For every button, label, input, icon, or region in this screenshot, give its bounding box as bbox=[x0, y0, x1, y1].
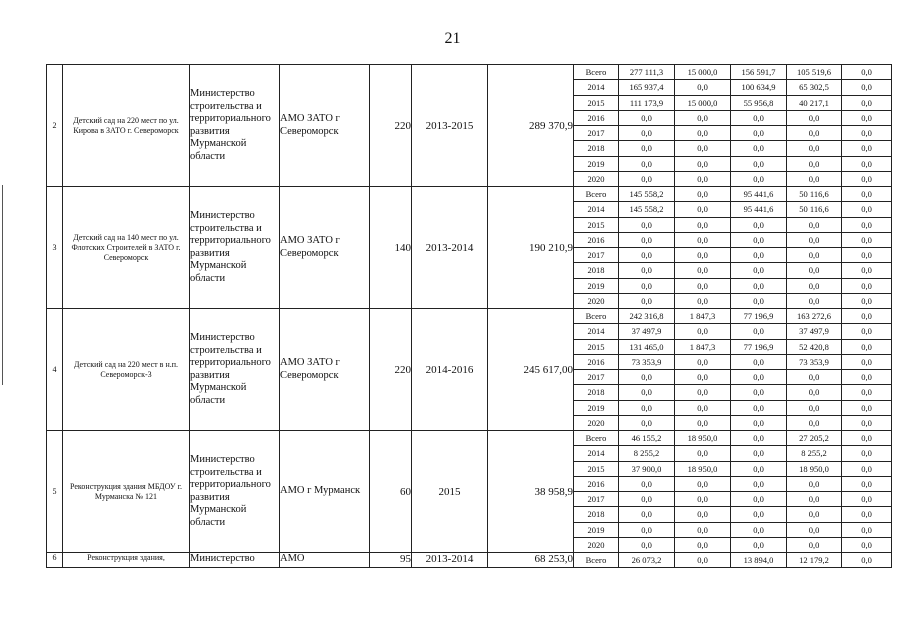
year-label: 2015 bbox=[574, 95, 619, 110]
funding-value: 0,0 bbox=[619, 248, 675, 263]
funding-value: 0,0 bbox=[842, 370, 892, 385]
funding-value: 0,0 bbox=[619, 293, 675, 308]
program-table bbox=[46, 64, 892, 568]
year-label: 2014 bbox=[574, 80, 619, 95]
funding-value: 26 073,2 bbox=[619, 553, 675, 568]
funding-value: 0,0 bbox=[619, 171, 675, 186]
funding-value: 100 634,9 bbox=[731, 80, 787, 95]
year-label: 2019 bbox=[574, 400, 619, 415]
year-label: Всего bbox=[574, 309, 619, 324]
funding-value: 46 155,2 bbox=[619, 431, 675, 446]
funding-value: 55 956,8 bbox=[731, 95, 787, 110]
table-row bbox=[47, 187, 892, 202]
year-label: 2017 bbox=[574, 492, 619, 507]
funding-value: 0,0 bbox=[731, 263, 787, 278]
funding-value: 242 316,8 bbox=[619, 309, 675, 324]
funding-value: 1 847,3 bbox=[675, 339, 731, 354]
funding-value: 0,0 bbox=[787, 141, 842, 156]
funding-value: 0,0 bbox=[675, 400, 731, 415]
funding-value: 0,0 bbox=[619, 537, 675, 552]
funding-value: 0,0 bbox=[619, 522, 675, 537]
year-label: 2015 bbox=[574, 339, 619, 354]
funding-value: 18 950,0 bbox=[675, 461, 731, 476]
funding-value: 0,0 bbox=[619, 278, 675, 293]
funding-value: 0,0 bbox=[619, 232, 675, 247]
funding-value: 0,0 bbox=[619, 141, 675, 156]
year-label: 2017 bbox=[574, 370, 619, 385]
year-label: 2016 bbox=[574, 232, 619, 247]
year-label: Всего bbox=[574, 431, 619, 446]
funding-value: 0,0 bbox=[619, 415, 675, 430]
funding-value: 77 196,9 bbox=[731, 339, 787, 354]
construction-period: 2015 bbox=[412, 431, 488, 553]
funding-value: 37 497,9 bbox=[619, 324, 675, 339]
page-number: 21 bbox=[444, 30, 461, 47]
funding-value: 0,0 bbox=[731, 232, 787, 247]
funding-value: 0,0 bbox=[619, 126, 675, 141]
funding-value: 0,0 bbox=[842, 309, 892, 324]
funding-value: 0,0 bbox=[842, 293, 892, 308]
construction-period: 2013-2014 bbox=[412, 553, 488, 568]
year-label: 2014 bbox=[574, 446, 619, 461]
funding-value: 37 497,9 bbox=[787, 324, 842, 339]
funding-value: 0,0 bbox=[619, 217, 675, 232]
funding-value: 0,0 bbox=[731, 522, 787, 537]
year-label: 2015 bbox=[574, 461, 619, 476]
year-label: 2016 bbox=[574, 354, 619, 369]
funding-value: 156 591,7 bbox=[731, 65, 787, 80]
funding-value: 0,0 bbox=[842, 232, 892, 247]
row-number: 4 bbox=[47, 309, 63, 431]
funding-value: 0,0 bbox=[731, 278, 787, 293]
funding-value: 0,0 bbox=[842, 324, 892, 339]
funding-value: 0,0 bbox=[675, 263, 731, 278]
funding-value: 145 558,2 bbox=[619, 187, 675, 202]
funding-value: 0,0 bbox=[675, 110, 731, 125]
year-label: 2015 bbox=[574, 217, 619, 232]
year-label: 2020 bbox=[574, 171, 619, 186]
funding-value: 0,0 bbox=[675, 80, 731, 95]
funding-value: 1 847,3 bbox=[675, 309, 731, 324]
funding-value: 0,0 bbox=[842, 507, 892, 522]
funding-value: 13 894,0 bbox=[731, 553, 787, 568]
capacity: 60 bbox=[370, 431, 412, 553]
responsible-executor: Министерство строительства и территориального развития Мурманской области bbox=[190, 431, 280, 553]
funding-value: 73 353,9 bbox=[787, 354, 842, 369]
funding-value: 0,0 bbox=[731, 354, 787, 369]
funding-value: 0,0 bbox=[731, 415, 787, 430]
year-label: 2018 bbox=[574, 385, 619, 400]
funding-value: 77 196,9 bbox=[731, 309, 787, 324]
funding-value: 0,0 bbox=[842, 263, 892, 278]
funding-value: 0,0 bbox=[619, 156, 675, 171]
funding-value: 0,0 bbox=[842, 537, 892, 552]
funding-value: 0,0 bbox=[842, 431, 892, 446]
funding-value: 0,0 bbox=[731, 385, 787, 400]
year-label: 2017 bbox=[574, 248, 619, 263]
funding-value: 0,0 bbox=[619, 492, 675, 507]
funding-value: 0,0 bbox=[842, 65, 892, 80]
funding-value: 165 937,4 bbox=[619, 80, 675, 95]
year-label: 2019 bbox=[574, 522, 619, 537]
funding-value: 0,0 bbox=[842, 95, 892, 110]
year-label: 2016 bbox=[574, 476, 619, 491]
funding-value: 0,0 bbox=[731, 110, 787, 125]
funding-value: 95 441,6 bbox=[731, 202, 787, 217]
funding-value: 65 302,5 bbox=[787, 80, 842, 95]
estimated-cost: 38 958,9 bbox=[488, 431, 574, 553]
funding-value: 27 205,2 bbox=[787, 431, 842, 446]
year-label: 2014 bbox=[574, 202, 619, 217]
year-label: 2018 bbox=[574, 141, 619, 156]
funding-value: 52 420,8 bbox=[787, 339, 842, 354]
funding-value: 0,0 bbox=[842, 476, 892, 491]
funding-value: 0,0 bbox=[731, 431, 787, 446]
funding-value: 0,0 bbox=[675, 522, 731, 537]
funding-value: 95 441,6 bbox=[731, 187, 787, 202]
funding-value: 0,0 bbox=[842, 461, 892, 476]
funding-value: 0,0 bbox=[731, 370, 787, 385]
funding-value: 0,0 bbox=[675, 248, 731, 263]
object-name: Реконструкция здания, bbox=[63, 553, 190, 568]
year-label: Всего bbox=[574, 65, 619, 80]
funding-value: 0,0 bbox=[731, 537, 787, 552]
row-number: 2 bbox=[47, 65, 63, 187]
customer: АМО bbox=[280, 553, 370, 568]
estimated-cost: 68 253,0 bbox=[488, 553, 574, 568]
row-number: 5 bbox=[47, 431, 63, 553]
funding-value: 0,0 bbox=[731, 507, 787, 522]
capacity: 220 bbox=[370, 65, 412, 187]
funding-value: 0,0 bbox=[675, 476, 731, 491]
funding-value: 0,0 bbox=[787, 156, 842, 171]
funding-value: 40 217,1 bbox=[787, 95, 842, 110]
funding-value: 0,0 bbox=[787, 522, 842, 537]
funding-value: 0,0 bbox=[842, 278, 892, 293]
funding-value: 0,0 bbox=[731, 126, 787, 141]
funding-value: 0,0 bbox=[787, 278, 842, 293]
funding-value: 0,0 bbox=[675, 537, 731, 552]
year-label: 2020 bbox=[574, 293, 619, 308]
estimated-cost: 289 370,9 bbox=[488, 65, 574, 187]
funding-value: 0,0 bbox=[842, 553, 892, 568]
funding-value: 0,0 bbox=[842, 339, 892, 354]
funding-value: 0,0 bbox=[675, 415, 731, 430]
capacity: 220 bbox=[370, 309, 412, 431]
funding-value: 50 116,6 bbox=[787, 187, 842, 202]
funding-value: 0,0 bbox=[675, 507, 731, 522]
funding-value: 0,0 bbox=[675, 370, 731, 385]
funding-value: 0,0 bbox=[675, 278, 731, 293]
funding-value: 0,0 bbox=[675, 293, 731, 308]
funding-value: 0,0 bbox=[731, 293, 787, 308]
funding-value: 0,0 bbox=[675, 354, 731, 369]
year-label: 2019 bbox=[574, 278, 619, 293]
funding-value: 8 255,2 bbox=[787, 446, 842, 461]
year-label: 2014 bbox=[574, 324, 619, 339]
funding-value: 12 179,2 bbox=[787, 553, 842, 568]
funding-value: 0,0 bbox=[787, 126, 842, 141]
year-label: 2017 bbox=[574, 126, 619, 141]
funding-value: 37 900,0 bbox=[619, 461, 675, 476]
funding-value: 0,0 bbox=[787, 476, 842, 491]
funding-value: 0,0 bbox=[619, 507, 675, 522]
funding-value: 111 173,9 bbox=[619, 95, 675, 110]
funding-value: 131 465,0 bbox=[619, 339, 675, 354]
funding-value: 0,0 bbox=[675, 492, 731, 507]
funding-value: 0,0 bbox=[787, 110, 842, 125]
funding-value: 105 519,6 bbox=[787, 65, 842, 80]
funding-value: 145 558,2 bbox=[619, 202, 675, 217]
funding-value: 0,0 bbox=[842, 187, 892, 202]
funding-value: 0,0 bbox=[842, 126, 892, 141]
construction-period: 2013-2015 bbox=[412, 65, 488, 187]
year-label: Всего bbox=[574, 553, 619, 568]
year-label: 2016 bbox=[574, 110, 619, 125]
funding-value: 0,0 bbox=[619, 263, 675, 278]
year-label: 2018 bbox=[574, 507, 619, 522]
funding-value: 0,0 bbox=[731, 324, 787, 339]
funding-value: 0,0 bbox=[842, 415, 892, 430]
construction-period: 2013-2014 bbox=[412, 187, 488, 309]
funding-value: 73 353,9 bbox=[619, 354, 675, 369]
responsible-executor: Министерство строительства и территориального развития Мурманской области bbox=[190, 187, 280, 309]
table-row bbox=[47, 431, 892, 446]
object-name: Детский сад на 140 мест по ул. Флотских Строителей в ЗАТО г. Североморск bbox=[63, 187, 190, 309]
funding-value: 0,0 bbox=[842, 156, 892, 171]
funding-value: 163 272,6 bbox=[787, 309, 842, 324]
funding-value: 0,0 bbox=[842, 385, 892, 400]
funding-value: 0,0 bbox=[842, 141, 892, 156]
funding-value: 0,0 bbox=[619, 370, 675, 385]
construction-period: 2014-2016 bbox=[412, 309, 488, 431]
funding-value: 0,0 bbox=[619, 385, 675, 400]
funding-value: 50 116,6 bbox=[787, 202, 842, 217]
funding-value: 0,0 bbox=[842, 202, 892, 217]
funding-value: 0,0 bbox=[731, 141, 787, 156]
funding-value: 0,0 bbox=[787, 293, 842, 308]
funding-value: 0,0 bbox=[731, 156, 787, 171]
funding-value: 18 950,0 bbox=[675, 431, 731, 446]
funding-value: 0,0 bbox=[731, 476, 787, 491]
year-label: 2019 bbox=[574, 156, 619, 171]
funding-value: 0,0 bbox=[675, 446, 731, 461]
funding-value: 0,0 bbox=[842, 354, 892, 369]
object-name: Реконструкция здания МБДОУ г. Мурманска № 121 bbox=[63, 431, 190, 553]
funding-value: 0,0 bbox=[787, 370, 842, 385]
funding-value: 0,0 bbox=[731, 446, 787, 461]
funding-value: 0,0 bbox=[842, 522, 892, 537]
funding-value: 277 111,3 bbox=[619, 65, 675, 80]
table-row bbox=[47, 553, 892, 568]
funding-value: 0,0 bbox=[842, 446, 892, 461]
funding-value: 0,0 bbox=[787, 492, 842, 507]
funding-value: 0,0 bbox=[787, 537, 842, 552]
customer: АМО г Мурманск bbox=[280, 431, 370, 553]
funding-value: 0,0 bbox=[675, 171, 731, 186]
year-label: 2018 bbox=[574, 263, 619, 278]
row-number: 3 bbox=[47, 187, 63, 309]
capacity: 95 bbox=[370, 553, 412, 568]
object-name: Детский сад на 220 мест по ул. Кирова в ЗАТО г. Североморск bbox=[63, 65, 190, 187]
funding-value: 0,0 bbox=[675, 324, 731, 339]
customer: АМО ЗАТО г Североморск bbox=[280, 65, 370, 187]
funding-value: 0,0 bbox=[787, 232, 842, 247]
funding-value: 0,0 bbox=[787, 263, 842, 278]
funding-value: 0,0 bbox=[731, 171, 787, 186]
funding-value: 0,0 bbox=[842, 171, 892, 186]
year-label: 2020 bbox=[574, 415, 619, 430]
funding-value: 0,0 bbox=[842, 110, 892, 125]
funding-value: 0,0 bbox=[675, 187, 731, 202]
table-row bbox=[47, 65, 892, 80]
funding-value: 0,0 bbox=[675, 232, 731, 247]
object-name: Детский сад на 220 мест в н.п. Североморск-3 bbox=[63, 309, 190, 431]
capacity: 140 bbox=[370, 187, 412, 309]
funding-value: 0,0 bbox=[787, 415, 842, 430]
funding-value: 0,0 bbox=[675, 553, 731, 568]
funding-value: 18 950,0 bbox=[787, 461, 842, 476]
funding-value: 15 000,0 bbox=[675, 65, 731, 80]
funding-value: 0,0 bbox=[731, 400, 787, 415]
funding-value: 0,0 bbox=[842, 492, 892, 507]
funding-value: 0,0 bbox=[731, 492, 787, 507]
estimated-cost: 245 617,00 bbox=[488, 309, 574, 431]
funding-value: 0,0 bbox=[787, 507, 842, 522]
funding-value: 0,0 bbox=[675, 156, 731, 171]
funding-value: 0,0 bbox=[619, 110, 675, 125]
row-number: 6 bbox=[47, 553, 63, 568]
responsible-executor: Министерство строительства и территориального развития Мурманской области bbox=[190, 309, 280, 431]
scan-edge-mark bbox=[2, 185, 3, 385]
funding-value: 0,0 bbox=[731, 217, 787, 232]
funding-value: 0,0 bbox=[675, 217, 731, 232]
responsible-executor: Министерство строительства и территориального развития Мурманской области bbox=[190, 65, 280, 187]
funding-value: 0,0 bbox=[619, 476, 675, 491]
year-label: Всего bbox=[574, 187, 619, 202]
funding-value: 0,0 bbox=[731, 248, 787, 263]
funding-value: 8 255,2 bbox=[619, 446, 675, 461]
funding-value: 15 000,0 bbox=[675, 95, 731, 110]
funding-value: 0,0 bbox=[842, 248, 892, 263]
funding-value: 0,0 bbox=[787, 171, 842, 186]
funding-value: 0,0 bbox=[842, 400, 892, 415]
customer: АМО ЗАТО г Североморск bbox=[280, 309, 370, 431]
funding-value: 0,0 bbox=[675, 126, 731, 141]
funding-value: 0,0 bbox=[675, 202, 731, 217]
funding-value: 0,0 bbox=[619, 400, 675, 415]
year-label: 2020 bbox=[574, 537, 619, 552]
funding-value: 0,0 bbox=[787, 400, 842, 415]
customer: АМО ЗАТО г Североморск bbox=[280, 187, 370, 309]
funding-value: 0,0 bbox=[675, 141, 731, 156]
funding-value: 0,0 bbox=[842, 217, 892, 232]
funding-value: 0,0 bbox=[731, 461, 787, 476]
funding-value: 0,0 bbox=[787, 248, 842, 263]
funding-value: 0,0 bbox=[675, 385, 731, 400]
funding-value: 0,0 bbox=[842, 80, 892, 95]
estimated-cost: 190 210,9 bbox=[488, 187, 574, 309]
responsible-executor: Министерство bbox=[190, 553, 280, 568]
table-row bbox=[47, 309, 892, 324]
funding-value: 0,0 bbox=[787, 217, 842, 232]
funding-value: 0,0 bbox=[787, 385, 842, 400]
